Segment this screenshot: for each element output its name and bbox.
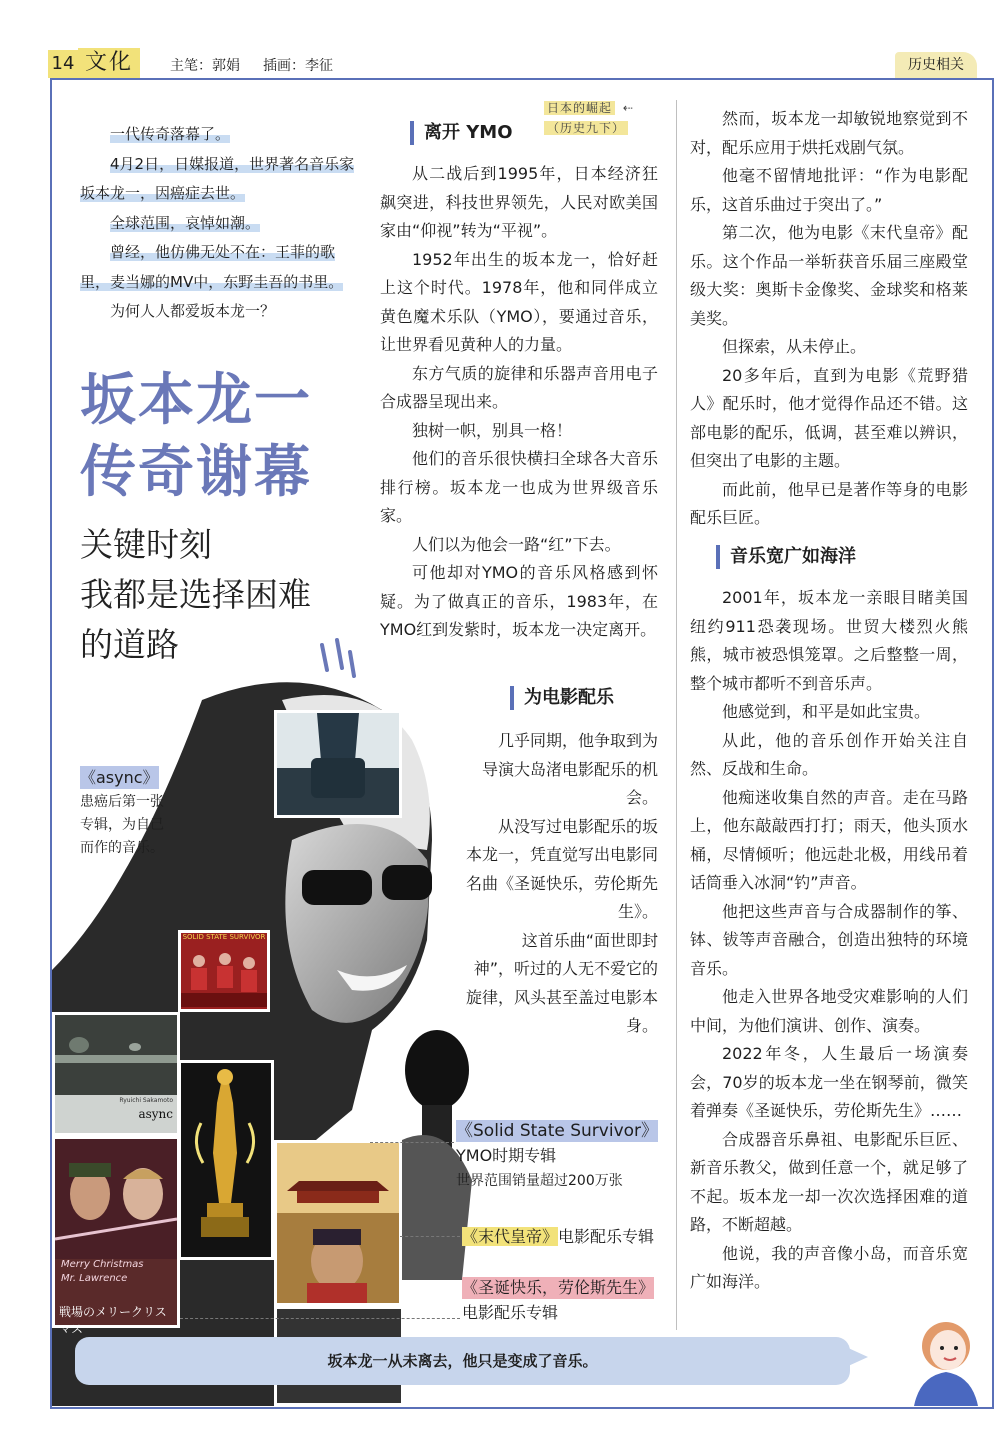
subtitle-line-3: 的道路 (80, 625, 179, 664)
paragraph: 2022年冬，人生最后一场演奏会，70岁的坂本龙一坐在钢琴前，微笑着弹奏《圣诞快乐，劳伦斯先生》…… (690, 1044, 968, 1120)
paragraph: 他们的音乐很快横扫全球各大音乐排行榜。坂本龙一也成为世界级音乐家。 (380, 449, 658, 525)
paragraph: 几乎同期，他争取到为导演大岛渚电影配乐的机会。 (481, 731, 658, 807)
subtitle-line-1: 关键时刻 (80, 525, 212, 564)
ymo-album-cover (178, 930, 270, 1012)
paragraph: 从没写过电影配乐的坂本龙一，凭直觉写出电影同名曲《圣诞快乐，劳伦斯先生》。 (465, 816, 658, 921)
section-label: 文化 (78, 48, 140, 78)
photo-collage (52, 640, 492, 1406)
intro-line: 全球范围，哀悼如潮。 (110, 213, 261, 232)
async-label (80, 766, 164, 860)
solid-state-label (456, 1120, 658, 1192)
solid-state-desc-2: 世界范围销量超过200万张 (456, 1173, 623, 1189)
emperor-label (462, 1226, 654, 1248)
emperor-title: 《末代皇帝》 (462, 1227, 559, 1246)
poster-title-jp: 戦場のメリークリスマス (59, 1305, 167, 1336)
illustrator-credit: 插画：李征 (263, 58, 333, 74)
lawrence-poster (52, 1136, 180, 1336)
leader-line (180, 1318, 460, 1319)
paragraph: 20多年后，直到为电影《荒野猎人》配乐时，他才觉得作品还不错。这部电影的配乐，低调，甚至难以辨识，但突出了电影的主题。 (690, 365, 968, 470)
ymo-cover-title: SOLID STATE SURVIVOR (182, 933, 266, 941)
bucket-icon (277, 713, 399, 815)
trophy-icon (181, 1063, 271, 1257)
handnote-line-1: 日本的崛起 (544, 101, 615, 115)
poster-faces-icon (55, 1139, 177, 1259)
bucket-head-photo (274, 710, 402, 818)
lawrence-desc: 电影配乐专辑 (462, 1303, 559, 1322)
paragraph: 第二次，他为电影《末代皇帝》配乐。这个作品一举斩获音乐届三座殿堂级大奖：奥斯卡金像奖、金球奖和格莱美奖。 (690, 223, 968, 328)
oscar-photo (178, 1060, 274, 1260)
column-music-ocean (690, 584, 968, 1297)
girl-avatar-icon (900, 1310, 992, 1406)
async-desc-3: 而作的音乐。 (80, 840, 164, 856)
paragraph: 然而，坂本龙一却敏锐地察觉到不对，配乐应用于烘托戏剧气氛。 (690, 109, 968, 157)
heading-film-scores: 为电影配乐 (510, 686, 614, 710)
editor-credit: 主笔：郭娟 (170, 58, 240, 74)
heading-leave-ymo: 离开 YMO (410, 121, 513, 145)
paragraph: 他痴迷收集自然的声音。走在马路上，他东敲敲西打打；雨天，他头顶水桶，尽情倾听；他远赴北极，用线吊着话筒垂入冰洞“钓”声音。 (690, 787, 968, 892)
poster-title-1: Merry Christmas (61, 1259, 144, 1270)
lawrence-label (462, 1277, 654, 1327)
paragraph: 独树一帜，别具一格！ (412, 420, 573, 440)
paragraph: 他把这些声音与合成器制作的筝、钵、钹等声音融合，创造出独特的环境音乐。 (690, 901, 968, 978)
lawrence-title: 《圣诞快乐，劳伦斯先生》 (462, 1278, 655, 1297)
avatar (900, 1310, 992, 1406)
page-number: 14 (48, 50, 78, 78)
last-emperor-photo (274, 1140, 402, 1306)
intro-line: 为何人人都爱坂本龙一？ (110, 302, 276, 320)
handwritten-note (544, 98, 637, 138)
paragraph: 但探索，从未停止。 (722, 337, 867, 356)
paragraph: 2001年，坂本龙一亲眼目睹美国纽约911恐袭现场。世贸大楼烈火熊熊，城市被恐惧笼罩。之后整整一周，整个城市都听不到音乐声。 (690, 588, 968, 693)
solid-state-desc-1: YMO时期专辑 (456, 1146, 557, 1165)
paragraph: 他毫不留情地批评：“作为电影配乐，这首乐曲过于突出了。” (690, 166, 968, 214)
paragraph: 他走入世界各地受灾难影响的人们中间，为他们演讲、创作、演奏。 (690, 987, 968, 1035)
still-life-icon (55, 1015, 177, 1095)
async-album-cover (52, 1012, 180, 1136)
intro-block (80, 120, 362, 327)
topic-tag: 历史相关 (895, 52, 977, 78)
heading-music-ocean: 音乐宽广如海洋 (716, 545, 856, 569)
async-cover-title: async (138, 1107, 173, 1121)
solid-state-title: 《Solid State Survivor》 (456, 1121, 659, 1141)
handnote-line-2: （历史九下） (544, 121, 628, 135)
paragraph: 1952年出生的坂本龙一，恰好赶上这个时代。1978年，他和同伴成立黄色魔术乐队（YMO），要通过音乐，让世界看见黄种人的力量。 (380, 249, 658, 354)
column-right-top (690, 105, 968, 533)
async-desc-2: 专辑，为自己 (80, 817, 164, 833)
palace-icon (277, 1143, 399, 1303)
intro-line: 4月2日，日媒报道，世界著名音乐家坂本龙一，因癌症去世。 (80, 154, 355, 202)
title-line-2: 传奇谢幕 (80, 440, 312, 505)
paragraph: 他说，我的声音像小岛，而音乐宽广如海洋。 (690, 1243, 968, 1291)
emperor-desc: 电影配乐专辑 (558, 1227, 655, 1246)
intro-line: 曾经，他仿佛无处不在：王菲的歌里，麦当娜的MV中，东野圭吾的书里。 (80, 243, 344, 291)
paragraph: 可他却对YMO的音乐风格感到怀疑。为了做真正的音乐，1983年，在YMO红到发紫时，坂本龙一决定离开。 (380, 563, 658, 639)
intro-line: 一代传奇落幕了。 (110, 125, 231, 143)
title-line-1: 坂本龙一 (80, 368, 312, 433)
leader-line (400, 1236, 460, 1237)
paragraph: 人们以为他会一路“红”下去。 (412, 534, 621, 554)
paragraph: 东方气质的旋律和乐器声音用电子合成器呈现出来。 (380, 363, 658, 411)
async-title: 《async》 (80, 768, 159, 787)
leader-line (370, 1142, 454, 1143)
arrow-left-icon: ⇠ (622, 101, 634, 115)
column-divider (676, 100, 677, 1330)
subtitle-line-2: 我都是选择困难 (80, 575, 311, 614)
closing-quote: 坂本龙一从未离去，他只是变成了音乐。 (75, 1337, 850, 1385)
column-leave-ymo (380, 160, 658, 645)
paragraph: 从此，他的音乐创作开始关注自然、反战和生命。 (690, 730, 968, 778)
paragraph: 从二战后到1995年，日本经济狂飙突进，科技世界领先，人民对欧美国家由“仰视”转为“平视”。 (380, 164, 658, 240)
article-title (80, 365, 312, 509)
paragraph: 而此前，他早已是著作等身的电影配乐巨匠。 (690, 479, 968, 527)
async-desc-1: 患癌后第一张 (80, 794, 164, 810)
paragraph: 他感觉到，和平是如此宝贵。 (722, 702, 931, 721)
async-cover-artist: Ryuichi Sakamoto (119, 1097, 173, 1104)
band-figures-icon (181, 941, 267, 1007)
paragraph: 这首乐曲“面世即封神”，听过的人无不爱它的旋律，风头甚至盖过电影本身。 (465, 930, 658, 1035)
poster-title-2: Mr. Lawrence (61, 1273, 128, 1284)
paragraph: 合成器音乐鼻祖、电影配乐巨匠、新音乐教父，做到任意一个，就足够了不起。坂本龙一却一次次选择困难的道路，不断超越。 (690, 1129, 968, 1234)
